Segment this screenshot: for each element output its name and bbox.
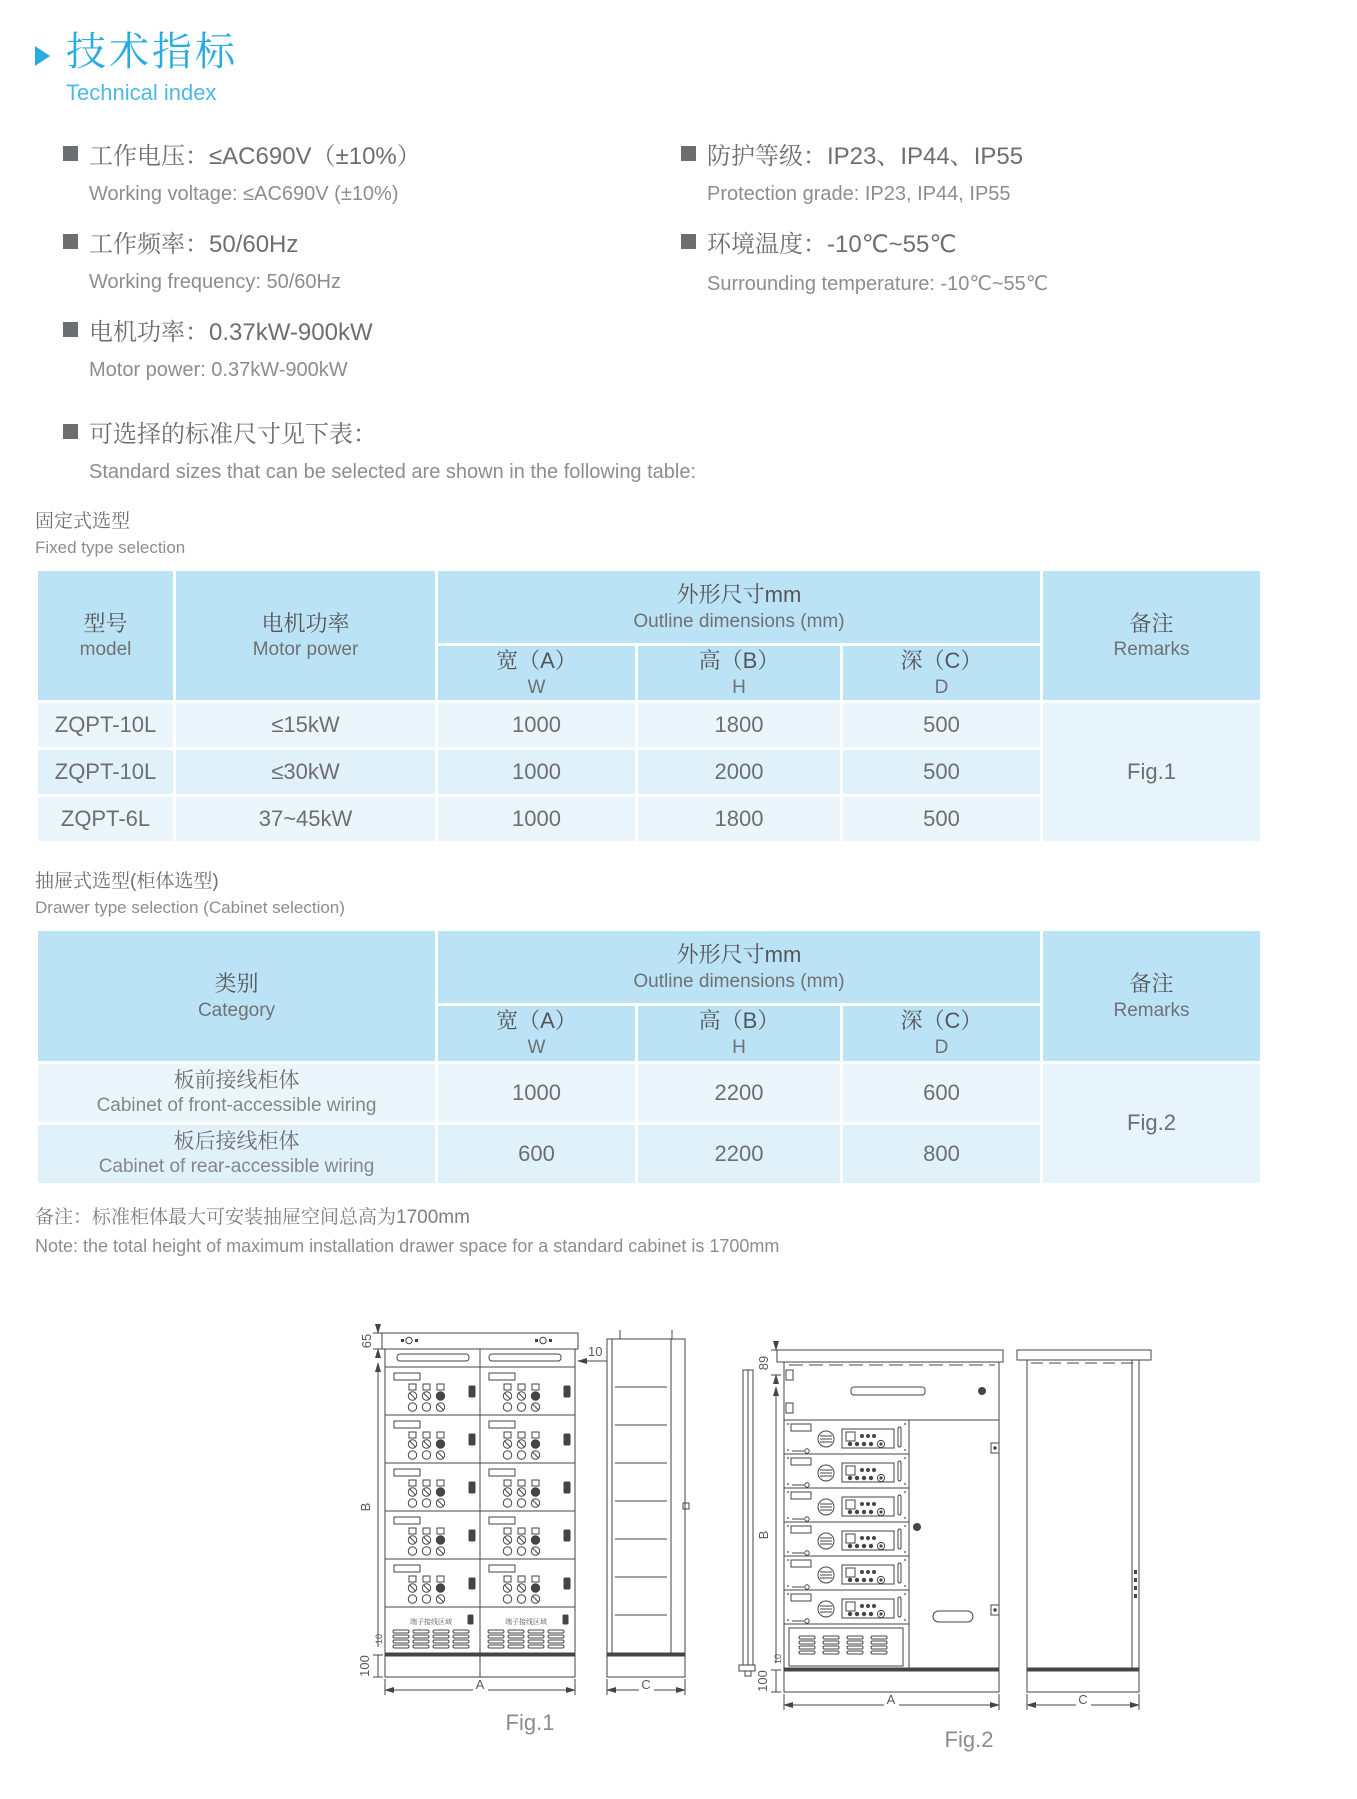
table-row	[37, 1062, 1262, 1123]
fig1-dim-gap: 10	[588, 1343, 603, 1359]
drawer-type-table	[35, 928, 1263, 1185]
cell-model: ZQPT-10L	[37, 749, 175, 796]
figures	[335, 1275, 1327, 1775]
title-block	[66, 30, 238, 106]
drawer-table-section-label	[35, 866, 1327, 918]
spec-column-right	[681, 136, 1327, 400]
cell-depth: 800	[842, 1123, 1042, 1184]
fig1-caption: Fig.1	[505, 1709, 555, 1735]
fig2-dim-width: A	[886, 1691, 896, 1707]
column-header-remarks: 备注 Remarks	[1042, 570, 1262, 702]
cell-power: ≤30kW	[175, 749, 437, 796]
fig1-dim-top: 65	[359, 1333, 374, 1348]
footnote	[35, 1202, 1327, 1257]
cell-width: 600	[437, 1123, 637, 1184]
fig2-dim-top: 89	[756, 1355, 771, 1370]
spec-zh-text: 工作电压：≤AC690V（±10%）	[89, 143, 421, 170]
doc-header	[35, 30, 1327, 106]
fig1-side-view	[607, 1330, 689, 1677]
table-header-row	[37, 570, 1262, 645]
fig1-terminal-label: 端子接线区域	[505, 1618, 547, 1626]
fig2-dim-base: 100	[755, 1669, 770, 1692]
fig2-dim-height: B	[756, 1530, 771, 1540]
spec-column-left	[63, 136, 681, 400]
table-header-row	[37, 930, 1262, 1005]
spec-zh-text: 防护等级：IP23、IP44、IP55	[707, 143, 1024, 170]
cell-depth: 500	[842, 749, 1042, 796]
cell-model: ZQPT-10L	[37, 702, 175, 749]
bullet-square-icon	[63, 424, 78, 439]
fig1-dim-height: B	[358, 1502, 373, 1512]
fig2-panel-profile	[739, 1370, 755, 1676]
table-row	[37, 702, 1262, 749]
fig2-dim-depth: C	[1078, 1691, 1088, 1707]
spec-list	[63, 136, 1327, 400]
column-header-motor-power: 电机功率 Motor power	[175, 570, 437, 702]
spec-en-text: Protection grade: IP23, IP44, IP55	[707, 183, 1011, 205]
cell-width: 1000	[437, 749, 637, 796]
spec-zh-text: 可选择的标准尺寸见下表：	[89, 421, 377, 448]
bullet-square-icon	[63, 322, 78, 337]
spec-zh-text: 电机功率：0.37kW-900kW	[89, 319, 373, 346]
bullet-square-icon	[681, 234, 696, 249]
fig2-side-view	[1017, 1350, 1151, 1692]
column-header-width: 宽（A） W	[437, 645, 637, 702]
cell-depth: 500	[842, 702, 1042, 749]
spec-item-temperature	[681, 224, 1327, 296]
spec-en-text: Standard sizes that can be selected are shown in the following table:	[89, 461, 697, 483]
spec-zh-text: 环境温度：-10℃~55℃	[707, 231, 957, 258]
cell-remark: Fig.2	[1042, 1062, 1262, 1184]
column-header-height: 高（B） H	[637, 1005, 842, 1062]
cell-height: 1800	[637, 702, 842, 749]
cell-power: ≤15kW	[175, 702, 437, 749]
section-label-en: Drawer type selection (Cabinet selection)	[35, 898, 345, 918]
cell-height: 2200	[637, 1123, 842, 1184]
page-subtitle: Technical index	[66, 80, 217, 105]
bullet-square-icon	[63, 146, 78, 161]
fig2-dim-vent: 10	[773, 1653, 783, 1664]
column-header-depth: 深（C） D	[842, 1005, 1042, 1062]
spec-item-frequency	[63, 224, 681, 294]
fig1-terminal-label: 端子接线区域	[410, 1618, 452, 1626]
fixed-type-table	[35, 568, 1263, 844]
spec-item-motor-power	[63, 312, 681, 382]
column-header-outline-dimensions: 外形尺寸mm Outline dimensions (mm)	[437, 570, 1042, 645]
section-label-en: Fixed type selection	[35, 538, 186, 557]
spec-item-voltage	[63, 136, 681, 206]
fig1-dim-base: 100	[357, 1654, 372, 1677]
column-header-remarks: 备注 Remarks	[1042, 930, 1262, 1062]
fig1-drawing	[335, 1275, 705, 1745]
footnote-en: Note: the total height of maximum installation drawer space for a standard cabinet is 1700mm	[35, 1235, 780, 1256]
column-header-category: 类别 Category	[37, 930, 437, 1062]
fig2-caption: Fig.2	[944, 1726, 994, 1752]
bullet-square-icon	[63, 234, 78, 249]
fixed-table-section-label	[35, 506, 1327, 558]
cell-width: 1000	[437, 1062, 637, 1123]
page-title: 技术指标	[66, 30, 238, 74]
cell-height: 1800	[637, 796, 842, 843]
cell-depth: 500	[842, 796, 1042, 843]
cell-category: 板前接线柜体 Cabinet of front-accessible wiring	[37, 1062, 437, 1123]
column-header-outline-dimensions: 外形尺寸mm Outline dimensions (mm)	[437, 930, 1042, 1005]
fig1-dim-depth: C	[641, 1676, 651, 1692]
fig2-dimension-lines	[771, 1342, 1139, 1710]
fig2-front-view	[777, 1350, 1003, 1692]
spec-en-text: Surrounding temperature: -10℃~55℃	[707, 273, 1049, 295]
bullet-square-icon	[681, 146, 696, 161]
cell-height: 2200	[637, 1062, 842, 1123]
column-header-model: 型号 model	[37, 570, 175, 702]
spec-item-protection	[681, 136, 1327, 206]
section-label-zh: 抽屉式选型(柜体选型)	[35, 871, 219, 893]
fig1-dim-vent: 10	[374, 1633, 384, 1644]
cell-remark: Fig.1	[1042, 702, 1262, 843]
cell-power: 37~45kW	[175, 796, 437, 843]
column-header-width: 宽（A） W	[437, 1005, 637, 1062]
cell-width: 1000	[437, 702, 637, 749]
footnote-zh: 备注：标准柜体最大可安装抽屉空间总高为1700mm	[35, 1206, 470, 1228]
fig1-dim-width: A	[475, 1676, 485, 1692]
spec-en-text: Motor power: 0.37kW-900kW	[89, 359, 348, 381]
cell-depth: 600	[842, 1062, 1042, 1123]
fig2-drawing	[719, 1275, 1159, 1775]
section-label-zh: 固定式选型	[35, 511, 131, 532]
cell-width: 1000	[437, 796, 637, 843]
spec-en-text: Working frequency: 50/60Hz	[89, 271, 341, 293]
section-arrow-icon	[35, 46, 50, 66]
spec-item-standard-sizes	[63, 414, 1327, 484]
spec-zh-text: 工作频率：50/60Hz	[89, 231, 299, 258]
column-header-height: 高（B） H	[637, 645, 842, 702]
cell-height: 2000	[637, 749, 842, 796]
spec-en-text: Working voltage: ≤AC690V (±10%)	[89, 183, 399, 205]
cell-category: 板后接线柜体 Cabinet of rear-accessible wiring	[37, 1123, 437, 1184]
column-header-depth: 深（C） D	[842, 645, 1042, 702]
cell-model: ZQPT-6L	[37, 796, 175, 843]
